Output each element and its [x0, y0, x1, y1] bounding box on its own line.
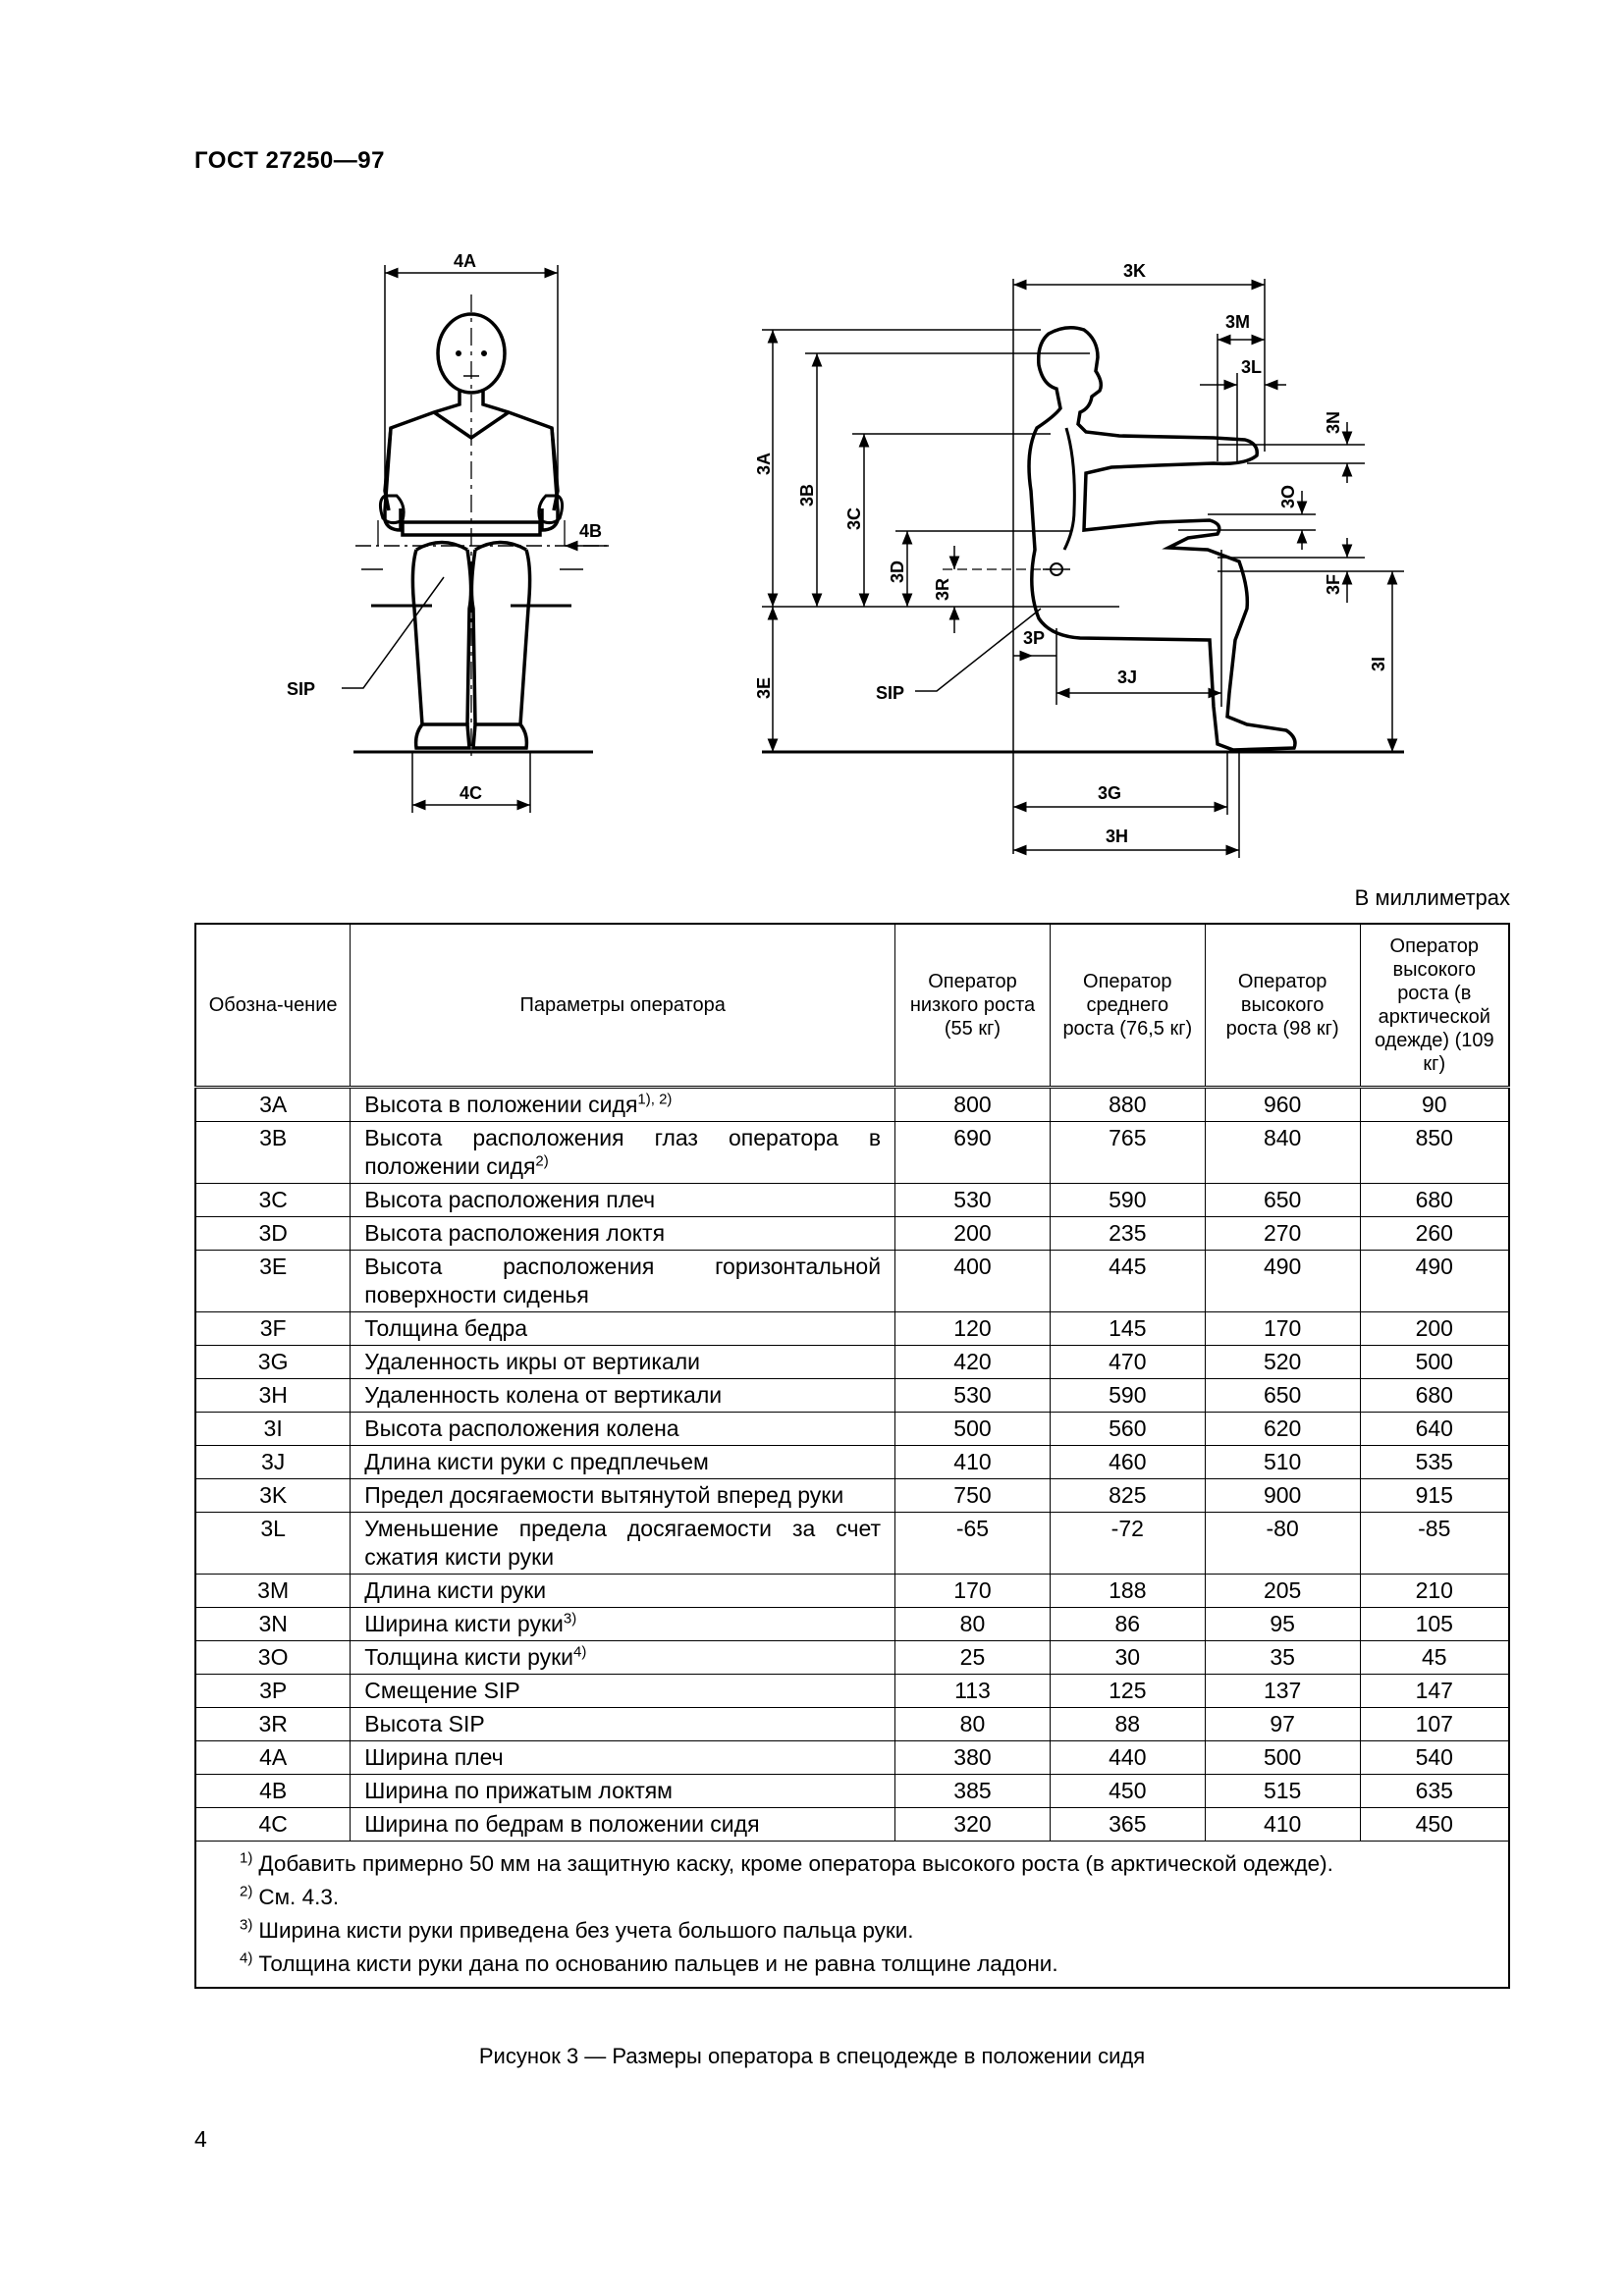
row-value: 45 — [1360, 1641, 1509, 1675]
label-3h: 3H — [1106, 827, 1129, 846]
row-parameter-text: Ширина по бедрам в положении сидя — [364, 1811, 760, 1837]
row-parameter-text: Толщина кисти руки — [364, 1644, 574, 1670]
row-value: 95 — [1205, 1608, 1360, 1641]
label-3g: 3G — [1098, 783, 1122, 803]
row-value: 680 — [1360, 1184, 1509, 1217]
side-view-labels — [754, 261, 1388, 846]
label-3c: 3C — [844, 507, 864, 530]
footnote — [240, 1948, 1465, 1981]
row-code: 4B — [195, 1775, 351, 1808]
row-value: 490 — [1205, 1251, 1360, 1312]
table-row — [195, 1708, 1509, 1741]
row-parameter-text: Ширина по прижатым локтям — [364, 1778, 673, 1803]
footnote-mark: 4) — [240, 1949, 253, 1967]
row-value: 385 — [895, 1775, 1051, 1808]
row-value: 470 — [1050, 1346, 1205, 1379]
row-value: 530 — [895, 1379, 1051, 1413]
label-4c: 4C — [460, 783, 483, 803]
row-parameter — [351, 1217, 895, 1251]
row-code: 3B — [195, 1122, 351, 1184]
label-3f: 3F — [1324, 573, 1343, 595]
row-parameter-text: Высота в положении сидя — [364, 1092, 638, 1117]
row-parameter — [351, 1184, 895, 1217]
table-row — [195, 1251, 1509, 1312]
table-row — [195, 1808, 1509, 1842]
footnote-ref: 2) — [535, 1152, 549, 1170]
row-value: 650 — [1205, 1184, 1360, 1217]
row-value: 320 — [895, 1808, 1051, 1842]
row-value: 137 — [1205, 1675, 1360, 1708]
row-value: 410 — [1205, 1808, 1360, 1842]
row-value: 750 — [895, 1479, 1051, 1513]
row-parameter-text: Высота расположения локтя — [364, 1220, 666, 1246]
row-value: 107 — [1360, 1708, 1509, 1741]
table-row — [195, 1379, 1509, 1413]
row-value: -85 — [1360, 1513, 1509, 1575]
row-parameter — [351, 1088, 895, 1122]
row-value: 88 — [1050, 1708, 1205, 1741]
footnote-text: См. 4.3. — [258, 1885, 340, 1909]
row-parameter-text: Толщина бедра — [364, 1315, 528, 1341]
row-value: 145 — [1050, 1312, 1205, 1346]
row-value: 650 — [1205, 1379, 1360, 1413]
row-value: 450 — [1360, 1808, 1509, 1842]
row-value: 900 — [1205, 1479, 1360, 1513]
row-parameter — [351, 1346, 895, 1379]
row-value: 530 — [895, 1184, 1051, 1217]
footnote-ref: 4) — [573, 1643, 587, 1661]
table-row — [195, 1479, 1509, 1513]
row-value: 765 — [1050, 1122, 1205, 1184]
footnote-text: Ширина кисти руки приведена без учета большого пальца руки. — [258, 1918, 914, 1943]
row-parameter-text: Высота SIP — [364, 1711, 485, 1736]
table-row — [195, 1217, 1509, 1251]
row-parameter — [351, 1575, 895, 1608]
row-value: 200 — [895, 1217, 1051, 1251]
label-3d: 3D — [888, 560, 907, 583]
row-value: 850 — [1360, 1122, 1509, 1184]
row-value: 420 — [895, 1346, 1051, 1379]
row-value: -72 — [1050, 1513, 1205, 1575]
row-value: 170 — [895, 1575, 1051, 1608]
col-header-high: Оператор высокого роста (98 кг) — [1205, 924, 1360, 1088]
row-code: 3M — [195, 1575, 351, 1608]
footnotes-row — [195, 1842, 1509, 1989]
row-value: 450 — [1050, 1775, 1205, 1808]
table-row — [195, 1741, 1509, 1775]
row-parameter — [351, 1708, 895, 1741]
row-value: 460 — [1050, 1446, 1205, 1479]
operator-dimensions-figure — [0, 0, 1624, 874]
row-parameter — [351, 1741, 895, 1775]
row-parameter — [351, 1122, 895, 1184]
row-value: -65 — [895, 1513, 1051, 1575]
row-parameter-text: Высота расположения горизонтальной поверхности сиденья — [364, 1254, 882, 1308]
row-parameter — [351, 1479, 895, 1513]
row-parameter-text: Длина кисти руки с предплечьем — [364, 1449, 709, 1474]
row-value: 445 — [1050, 1251, 1205, 1312]
label-sip-side: SIP — [876, 683, 905, 703]
label-3p: 3P — [1023, 628, 1046, 648]
figure-caption: Рисунок 3 — Размеры оператора в спецодежде в положении сидя — [478, 2044, 1146, 2068]
row-value: 500 — [1205, 1741, 1360, 1775]
row-code: 3H — [195, 1379, 351, 1413]
row-value: 540 — [1360, 1741, 1509, 1775]
footnote-text: Добавить примерно 50 мм на защитную каску, кроме оператора высокого роста (в арктической одежде). — [258, 1851, 1333, 1876]
row-value: 35 — [1205, 1641, 1360, 1675]
row-value: 30 — [1050, 1641, 1205, 1675]
row-parameter — [351, 1251, 895, 1312]
row-parameter-text: Удаленность икры от вертикали — [364, 1349, 701, 1374]
row-value: 80 — [895, 1608, 1051, 1641]
row-value: 235 — [1050, 1217, 1205, 1251]
label-3o: 3O — [1278, 484, 1298, 508]
table-row — [195, 1122, 1509, 1184]
row-parameter — [351, 1775, 895, 1808]
row-code: 3D — [195, 1217, 351, 1251]
row-parameter-text: Высота расположения колена — [364, 1415, 679, 1441]
row-parameter-text: Высота расположения глаз оператора в положении сидя — [364, 1125, 882, 1179]
row-parameter-text: Смещение SIP — [364, 1678, 520, 1703]
row-code: 3K — [195, 1479, 351, 1513]
row-value: 690 — [895, 1122, 1051, 1184]
label-3e: 3E — [754, 676, 774, 699]
row-code: 3F — [195, 1312, 351, 1346]
units-note: В миллиметрах — [1354, 885, 1510, 910]
col-header-code: Обозна-чение — [195, 924, 351, 1088]
row-code: 3L — [195, 1513, 351, 1575]
row-value: 500 — [895, 1413, 1051, 1446]
row-code: 3P — [195, 1675, 351, 1708]
front-view-figure — [342, 265, 609, 813]
row-code: 3E — [195, 1251, 351, 1312]
row-parameter-text: Уменьшение предела досягаемости за счет сжатия кисти руки — [364, 1516, 882, 1570]
row-parameter — [351, 1446, 895, 1479]
row-value: 188 — [1050, 1575, 1205, 1608]
row-parameter — [351, 1675, 895, 1708]
row-value: 440 — [1050, 1741, 1205, 1775]
table-row — [195, 1775, 1509, 1808]
row-value: 915 — [1360, 1479, 1509, 1513]
row-code: 3G — [195, 1346, 351, 1379]
row-value: 125 — [1050, 1675, 1205, 1708]
label-4b: 4B — [579, 521, 603, 541]
row-value: 105 — [1360, 1608, 1509, 1641]
row-value: 410 — [895, 1446, 1051, 1479]
row-value: 205 — [1205, 1575, 1360, 1608]
row-value: 365 — [1050, 1808, 1205, 1842]
footnote-ref: 1), 2) — [637, 1091, 673, 1108]
row-value: 510 — [1205, 1446, 1360, 1479]
row-value: 400 — [895, 1251, 1051, 1312]
row-parameter — [351, 1513, 895, 1575]
row-value: 800 — [895, 1088, 1051, 1122]
label-4a: 4А — [454, 251, 477, 271]
row-value: 640 — [1360, 1413, 1509, 1446]
row-parameter-text: Ширина кисти руки — [364, 1611, 564, 1636]
footnote-mark: 3) — [240, 1916, 253, 1934]
row-parameter — [351, 1413, 895, 1446]
label-3r: 3R — [933, 577, 952, 601]
row-value: 270 — [1205, 1217, 1360, 1251]
row-value: 560 — [1050, 1413, 1205, 1446]
row-value: 960 — [1205, 1088, 1360, 1122]
row-value: 515 — [1205, 1775, 1360, 1808]
row-value: -80 — [1205, 1513, 1360, 1575]
row-value: 200 — [1360, 1312, 1509, 1346]
dimensions-table — [194, 923, 1510, 1989]
col-header-low: Оператор низкого роста (55 кг) — [895, 924, 1051, 1088]
document-header: ГОСТ 27250—97 — [194, 147, 385, 174]
table-row — [195, 1088, 1509, 1122]
side-view-figure — [762, 279, 1404, 858]
row-code: 3J — [195, 1446, 351, 1479]
footnote — [240, 1914, 1465, 1948]
label-3i: 3I — [1369, 656, 1388, 671]
row-value: 620 — [1205, 1413, 1360, 1446]
label-3k: 3K — [1123, 261, 1147, 281]
footnote — [240, 1881, 1465, 1914]
row-value: 680 — [1360, 1379, 1509, 1413]
row-value: 490 — [1360, 1251, 1509, 1312]
table-row — [195, 1513, 1509, 1575]
row-value: 170 — [1205, 1312, 1360, 1346]
label-3n: 3N — [1324, 410, 1343, 434]
row-parameter — [351, 1608, 895, 1641]
row-parameter-text: Предел досягаемости вытянутой вперед руки — [364, 1482, 844, 1508]
label-3a: 3A — [754, 452, 774, 475]
row-code: 3A — [195, 1088, 351, 1122]
row-value: 90 — [1360, 1088, 1509, 1122]
row-parameter-text: Высота расположения плеч — [364, 1187, 656, 1212]
row-parameter-text: Ширина плеч — [364, 1744, 504, 1770]
row-value: 590 — [1050, 1379, 1205, 1413]
page-number: 4 — [194, 2126, 207, 2152]
col-header-arctic: Оператор высокого роста (в арктической одежде) (109 кг) — [1360, 924, 1509, 1088]
row-parameter-text: Длина кисти руки — [364, 1577, 547, 1603]
row-value: 535 — [1360, 1446, 1509, 1479]
row-value: 840 — [1205, 1122, 1360, 1184]
row-value: 590 — [1050, 1184, 1205, 1217]
row-parameter — [351, 1379, 895, 1413]
row-parameter — [351, 1641, 895, 1675]
row-parameter-text: Удаленность колена от вертикали — [364, 1382, 723, 1408]
table-row — [195, 1608, 1509, 1641]
label-sip-front: SIP — [287, 679, 316, 699]
footnote-text: Толщина кисти руки дана по основанию пальцев и не равна толщине ладони. — [258, 1951, 1058, 1976]
table-row — [195, 1575, 1509, 1608]
row-value: 80 — [895, 1708, 1051, 1741]
table-row — [195, 1641, 1509, 1675]
row-code: 3N — [195, 1608, 351, 1641]
row-value: 500 — [1360, 1346, 1509, 1379]
table-row — [195, 1312, 1509, 1346]
table-row — [195, 1446, 1509, 1479]
row-parameter — [351, 1312, 895, 1346]
label-3b: 3B — [797, 483, 817, 507]
row-value: 120 — [895, 1312, 1051, 1346]
row-value: 380 — [895, 1741, 1051, 1775]
row-value: 86 — [1050, 1608, 1205, 1641]
table-row — [195, 1346, 1509, 1379]
row-code: 3O — [195, 1641, 351, 1675]
row-value: 25 — [895, 1641, 1051, 1675]
label-3l: 3L — [1241, 357, 1263, 377]
row-code: 4A — [195, 1741, 351, 1775]
row-code: 3I — [195, 1413, 351, 1446]
row-parameter — [351, 1808, 895, 1842]
row-value: 635 — [1360, 1775, 1509, 1808]
table-row — [195, 1413, 1509, 1446]
table-row — [195, 1675, 1509, 1708]
row-value: 260 — [1360, 1217, 1509, 1251]
label-3m: 3M — [1225, 312, 1251, 332]
row-value: 825 — [1050, 1479, 1205, 1513]
row-code: 3R — [195, 1708, 351, 1741]
col-header-name: Параметры оператора — [351, 924, 895, 1088]
label-3j: 3J — [1117, 667, 1138, 687]
footnote-mark: 2) — [240, 1883, 253, 1900]
col-header-mid: Оператор среднего роста (76,5 кг) — [1050, 924, 1205, 1088]
table-body — [195, 1088, 1509, 1989]
row-value: 97 — [1205, 1708, 1360, 1741]
row-code: 3C — [195, 1184, 351, 1217]
footnote — [240, 1847, 1465, 1881]
row-value: 880 — [1050, 1088, 1205, 1122]
row-value: 210 — [1360, 1575, 1509, 1608]
footnotes — [195, 1842, 1509, 1989]
footnote-mark: 1) — [240, 1849, 253, 1867]
row-value: 113 — [895, 1675, 1051, 1708]
row-code: 4C — [195, 1808, 351, 1842]
table-row — [195, 1184, 1509, 1217]
row-value: 520 — [1205, 1346, 1360, 1379]
table-header-row — [195, 924, 1509, 1088]
row-value: 147 — [1360, 1675, 1509, 1708]
footnote-ref: 3) — [563, 1610, 577, 1628]
